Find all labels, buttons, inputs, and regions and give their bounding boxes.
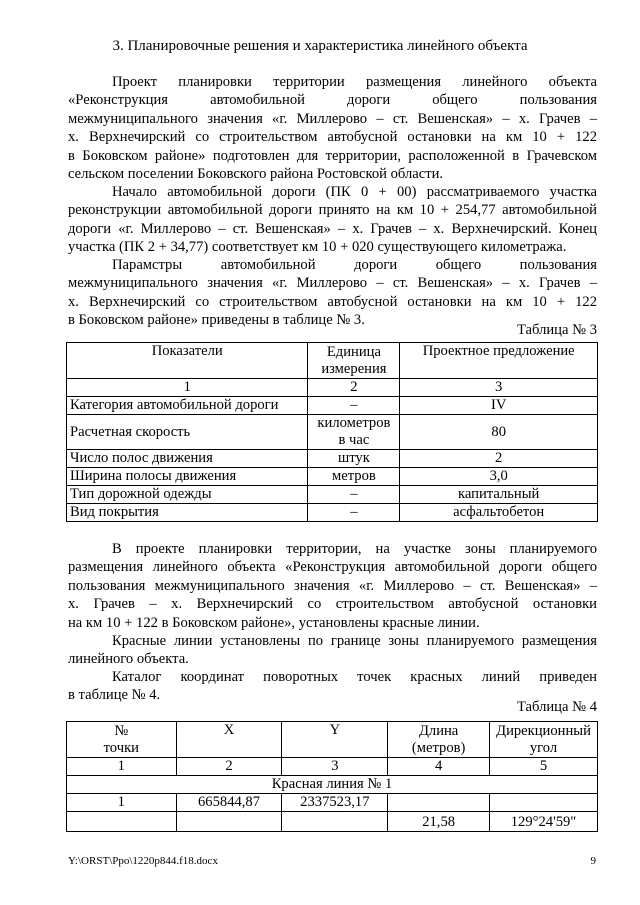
- paragraph-parameters: [68, 256, 597, 330]
- table-row: Категория автомобильной дороги – IV: [67, 397, 598, 415]
- text-line: линейного объекта.: [68, 651, 189, 668]
- table-header-row: [67, 343, 598, 379]
- text-line: Каталог координат поворотных точек красных линий приведен: [112, 669, 597, 685]
- text-line: на км 10 + 122 в Боковском районе», установлены красные линии.: [68, 614, 480, 631]
- text-line: Проект планировки территории размещения линейного объекта: [112, 74, 597, 90]
- header-y: Y: [282, 722, 388, 758]
- paragraph-red-lines-boundary: [68, 632, 597, 669]
- text-line: Красные линии установлены по границе зоны планируемого размещения: [112, 633, 597, 649]
- table-header-row: [67, 722, 598, 758]
- text-line: х. Грачев – х. Верхнечирский со строительством автобусной остановки: [68, 596, 597, 613]
- text-line: в Боковском районе» приведены в таблице № 3.: [68, 312, 365, 329]
- header-proposal: Проектное предложение: [400, 343, 598, 379]
- text-line: в Боковском районе» подготовлен для территории, расположенной в Грачевском: [68, 147, 597, 164]
- text-line: межмуниципального значения «г. Миллерово – ст. Вешенская» – х. Грачев –: [68, 110, 597, 127]
- text-line: В проекте планировки территории, на участке зоны планируемого: [112, 541, 597, 557]
- text-line: в таблице № 4.: [68, 687, 161, 704]
- header-x: X: [176, 722, 282, 758]
- header-point-number: № точки: [67, 722, 177, 758]
- paragraph-intro: [68, 73, 597, 183]
- table3-caption: Таблица № 3: [517, 322, 597, 338]
- table-row: Вид покрытия – асфальтобетон: [67, 504, 598, 522]
- table-number-row: 1 2 3: [67, 379, 598, 397]
- parameters-table: [66, 342, 598, 522]
- text-line: пользования межмуниципального значения «г. Миллерово – ст. Вешенская» –: [68, 577, 597, 594]
- paragraph-red-lines: [68, 540, 597, 632]
- text-line: реконструкции автомобильной дороги принято на км 10 + 254,77 автомобильной: [68, 202, 597, 219]
- table4-caption: Таблица № 4: [517, 699, 597, 715]
- header-angle: Дирекционный угол: [490, 722, 598, 758]
- header-indicators: Показатели: [67, 343, 308, 379]
- paragraph-start-end: [68, 183, 597, 257]
- section-title: 3. Планировочные решения и характеристика линейного объекта: [112, 38, 528, 54]
- text-line: Начало автомобильной дороги (ПК 0 + 00) рассматриваемого участка: [112, 184, 597, 200]
- text-line: х. Верхнечирский со строительством автобусной остановки на км 10 + 122: [68, 129, 597, 146]
- table-number-row: 1 2 3 4 5: [67, 758, 598, 776]
- table-group-row: Красная линия № 1: [67, 776, 598, 794]
- header-length: Длина (метров): [388, 722, 490, 758]
- coordinates-table: [66, 721, 598, 832]
- table-row: Расчетная скорость километров в час 80: [67, 415, 598, 450]
- text-line: дороги «г. Миллерово – ст. Вешенская» – х. Грачев – х. Верхнечирский. Конец: [68, 220, 597, 237]
- text-line: участка (ПК 2 + 34,77) соответствует км 10 + 020 существующего километража.: [68, 239, 567, 256]
- table-row: Тип дорожной одежды – капитальный: [67, 486, 598, 504]
- footer-file-path: Y:\ORST\Ppo\1220p844.f18.docx: [68, 855, 218, 867]
- text-line: сельском поселении Боковского района Ростовской области.: [68, 166, 444, 183]
- table-row: Ширина полосы движения метров 3,0: [67, 468, 598, 486]
- text-line: межмуниципального значения «г. Миллерово – ст. Вешенская» – х. Грачев –: [68, 275, 597, 292]
- text-line: Парамстры автомобильной дороги общего пользования: [112, 257, 597, 273]
- header-unit: Единица измерения: [308, 343, 400, 379]
- text-line: х. Верхнечирский со строительством автобусной остановки на км 10 + 122: [68, 293, 597, 310]
- table-row: Число полос движения штук 2: [67, 450, 598, 468]
- page-number: 9: [590, 855, 596, 867]
- table-row: 21,58 129°24'59": [67, 812, 598, 832]
- table-row: 1 665844,87 2337523,17: [67, 794, 598, 812]
- text-line: «Реконструкция автомобильной дороги общего пользования: [68, 92, 597, 109]
- text-line: размещения линейного объекта «Реконструкция автомобильной дороги общего: [68, 559, 597, 576]
